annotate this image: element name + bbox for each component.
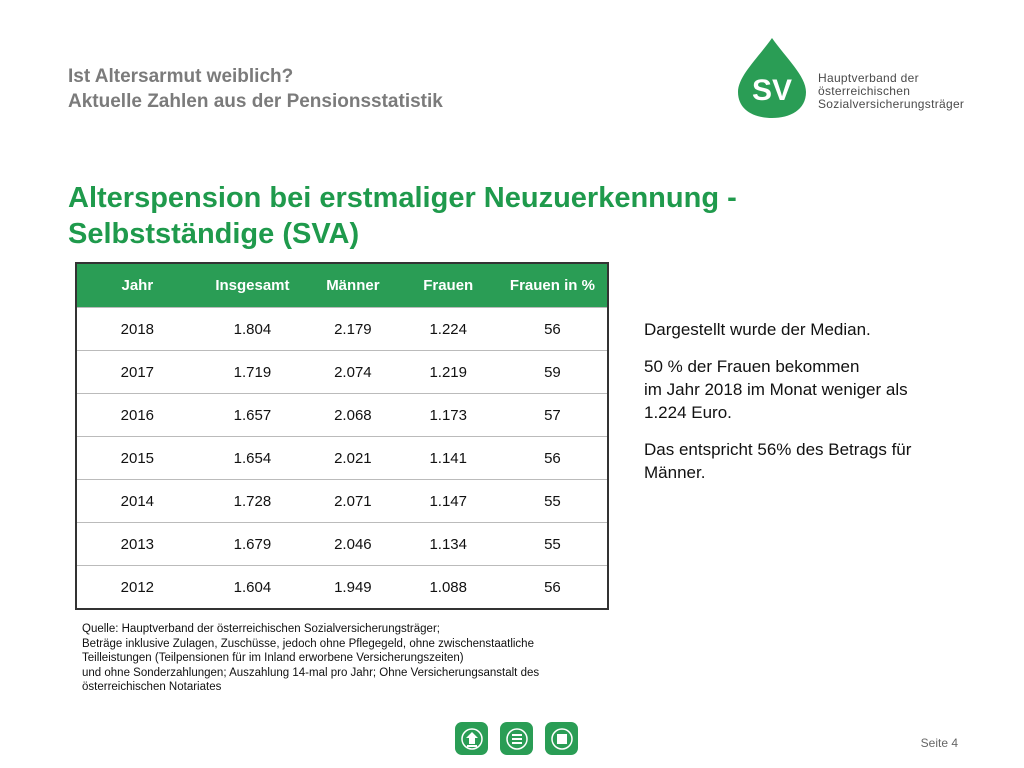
sv-logo <box>734 36 964 120</box>
header-women-percent: Frauen in % <box>498 263 608 308</box>
cell-men: 1.949 <box>307 566 398 610</box>
cell-women: 1.088 <box>399 566 498 610</box>
cell-women-percent: 55 <box>498 523 608 566</box>
cell-women-percent: 56 <box>498 437 608 480</box>
title-line-1: Alterspension bei erstmaliger Neuzuerkennung - <box>68 182 737 214</box>
cell-total: 1.604 <box>198 566 307 610</box>
note-p2-line-1: 50 % der Frauen bekommen <box>644 357 860 376</box>
logo-wordmark <box>818 72 964 111</box>
slide-navigation <box>455 722 578 755</box>
note-p3-line-2: Männer. <box>644 463 706 482</box>
cell-women-percent: 57 <box>498 394 608 437</box>
header-year: Jahr <box>76 263 198 308</box>
title-line-2: Selbstständige (SVA) <box>68 218 360 250</box>
source-line-4: und ohne Sonderzahlungen; Auszahlung 14-mal pro Jahr; Ohne Versicherungsanstalt des <box>82 666 540 679</box>
cell-women-percent: 55 <box>498 480 608 523</box>
cell-men: 2.068 <box>307 394 398 437</box>
cell-year: 2016 <box>76 394 198 437</box>
cell-men: 2.179 <box>307 308 398 351</box>
page-number: Seite 4 <box>920 736 958 750</box>
presentation-subtitle <box>68 64 443 114</box>
note-p3-line-1: Das entspricht 56% des Betrags für <box>644 440 912 459</box>
cell-women-percent: 56 <box>498 308 608 351</box>
cell-year: 2012 <box>76 566 198 610</box>
table-row <box>76 394 608 437</box>
contents-button[interactable] <box>500 722 533 755</box>
sv-drop-logo-icon <box>734 36 810 120</box>
cell-women: 1.141 <box>399 437 498 480</box>
cell-total: 1.719 <box>198 351 307 394</box>
cell-year: 2015 <box>76 437 198 480</box>
header-men: Männer <box>307 263 398 308</box>
cell-total: 1.804 <box>198 308 307 351</box>
cell-men: 2.071 <box>307 480 398 523</box>
home-icon <box>461 728 483 750</box>
source-line-1: Quelle: Hauptverband der österreichischen Sozialversicherungsträger; <box>82 623 440 635</box>
list-icon <box>506 728 528 750</box>
subtitle-line-1: Ist Altersarmut weiblich? <box>68 66 294 87</box>
source-line-2: Beträge inklusive Zulagen, Zuschüsse, jedoch ohne Pflegegeld, ohne zwischenstaatliche <box>82 637 534 650</box>
source-footnote <box>82 622 622 695</box>
source-line-5: österreichischen Notariates <box>82 681 222 693</box>
home-button[interactable] <box>455 722 488 755</box>
note-paragraph-1 <box>644 318 974 341</box>
logo-line-3: Sozialversicherungsträger <box>818 97 965 111</box>
cell-women: 1.147 <box>399 480 498 523</box>
logo-line-2: österreichischen <box>818 84 911 98</box>
cell-women: 1.173 <box>399 394 498 437</box>
logo-line-1: Hauptverband der <box>818 71 919 85</box>
cell-women: 1.219 <box>399 351 498 394</box>
cell-year: 2017 <box>76 351 198 394</box>
note-median-text: Dargestellt wurde der Median. <box>644 320 871 339</box>
cell-men: 2.021 <box>307 437 398 480</box>
cell-year: 2014 <box>76 480 198 523</box>
pension-table <box>75 262 609 610</box>
cell-total: 1.657 <box>198 394 307 437</box>
cell-year: 2013 <box>76 523 198 566</box>
cell-women: 1.134 <box>399 523 498 566</box>
slide-title <box>68 180 928 252</box>
table-row <box>76 437 608 480</box>
table-row <box>76 308 608 351</box>
cell-men: 2.046 <box>307 523 398 566</box>
header-women: Frauen <box>399 263 498 308</box>
table-header-row <box>76 263 608 308</box>
cell-year: 2018 <box>76 308 198 351</box>
note-paragraph-3 <box>644 438 974 484</box>
note-paragraph-2 <box>644 355 974 424</box>
cell-women-percent: 56 <box>498 566 608 610</box>
table-row <box>76 566 608 610</box>
cell-total: 1.679 <box>198 523 307 566</box>
logo-letters: SV <box>751 74 793 107</box>
cell-women-percent: 59 <box>498 351 608 394</box>
cell-total: 1.728 <box>198 480 307 523</box>
header-total: Insgesamt <box>198 263 307 308</box>
note-p2-line-2: im Jahr 2018 im Monat weniger als <box>644 380 908 399</box>
note-p2-line-3: 1.224 Euro. <box>644 403 732 422</box>
table-row <box>76 351 608 394</box>
stop-icon <box>551 728 573 750</box>
median-note <box>644 318 974 498</box>
subtitle-line-2: Aktuelle Zahlen aus der Pensionsstatistik <box>68 91 443 112</box>
cell-total: 1.654 <box>198 437 307 480</box>
source-line-3: Teilleistungen (Teilpensionen für im Inland erworbene Versicherungszeiten) <box>82 652 464 664</box>
cell-men: 2.074 <box>307 351 398 394</box>
table-row <box>76 523 608 566</box>
table-row <box>76 480 608 523</box>
end-button[interactable] <box>545 722 578 755</box>
cell-women: 1.224 <box>399 308 498 351</box>
